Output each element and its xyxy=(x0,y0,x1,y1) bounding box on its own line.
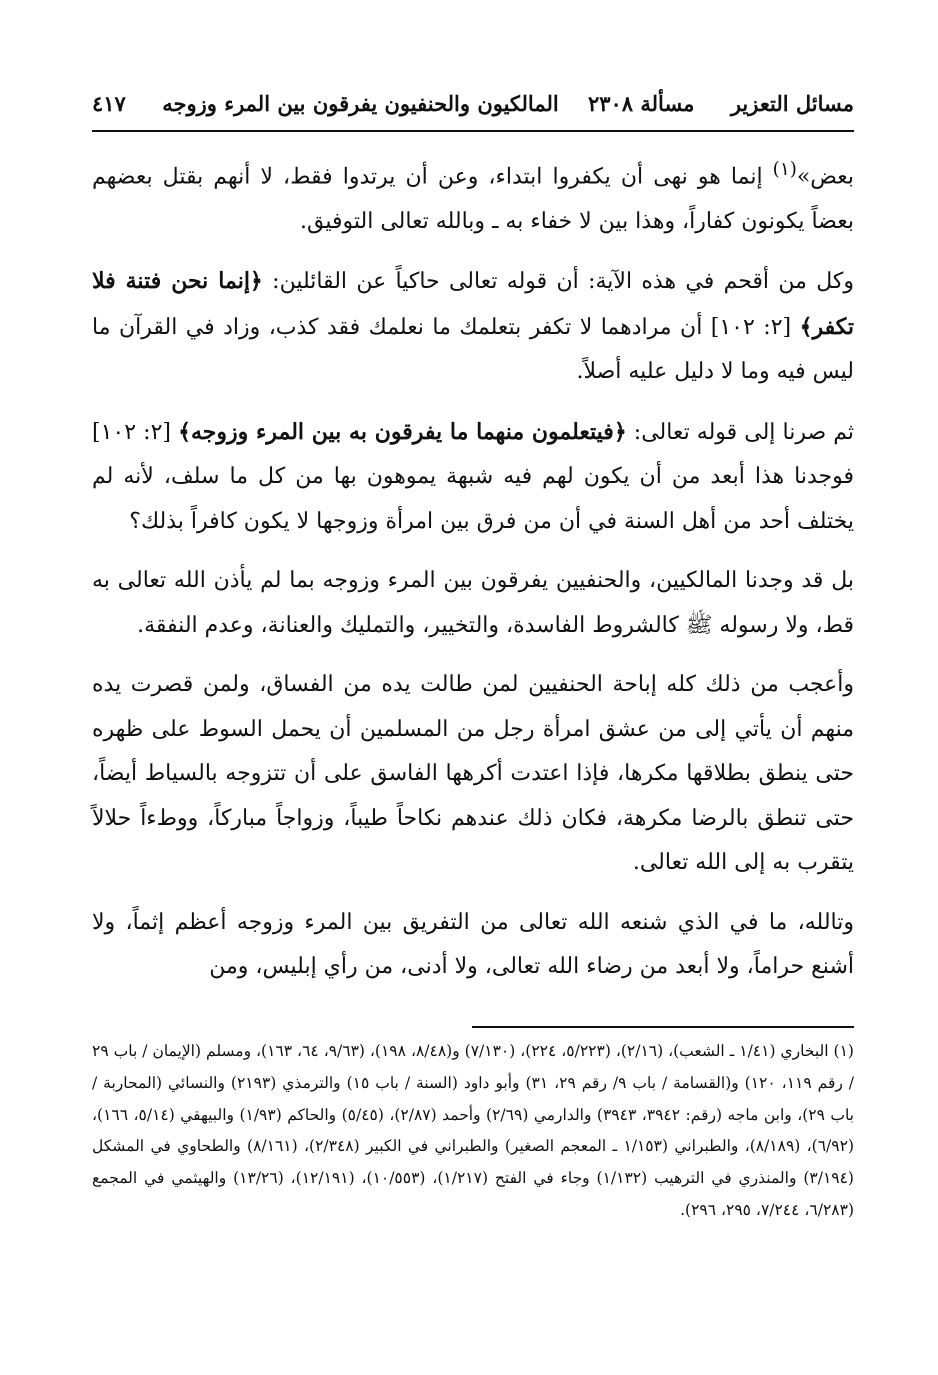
footnote-divider xyxy=(472,1026,854,1028)
header-section-title: مسائل التعزير xyxy=(730,90,854,116)
footnote-text: البخاري (١/٤١ ـ الشعب)، (٢/١٦)، (٥/٢٢٣، ٢٢٤)، (٧/١٣٠) و(٨/٤٨، ١٩٨)، (٩/٦٣، ٦٤، ١٦٣)، ومسلم (الإيمان / باب ٢٩ / رقم ١١٩، ١٢٠) و(القسامة / باب ٩/ رقم ٢٩، ٣١) وأبو داود (السنة / باب ١٥) والترمذي (٢١٩٣) والنسائي (المحاربة / باب ٢٩)، وابن ماجه (رقم: ٣٩٤٢، ٣٩٤٣) والدارمي (٢/٦٩) وأحمد (٢/٨٧)، (٥/٤٥) والحاكم (١/٩٣) والبيهقي (٥/١٤، ١٦٦)، (٦/٩٢)، (٨/١٨٩)، والطبراني (١/١٥٣ ـ المعجم الصغير) والطبراني في الكبير (٢/٣٤٨)، (٨/١٦١) والطحاوي في المشكل (٣/١٩٤) والمنذري في الترهيب (١/١٣٢) وجاء في الفتح (١/٢١٧)، (١٠/٥٥٣)، (١٢/١٩١)، (١٣/٢٦) والهيثمي في المجمع (٦/٢٨٣، ٧/٢٤٤، ٢٩٥، ٢٩٦). xyxy=(92,1042,855,1219)
main-text xyxy=(92,148,854,1005)
page-number: ٤١٧ xyxy=(92,90,126,116)
paragraph xyxy=(92,148,854,244)
paragraph-text: [٢: ١٠٢] فوجدنا هذا أبعد من أن يكون لهم فيه شبهة يموهون بها من كل ما سلف، لأنه لم يختلف أحد من أهل السنة في أن من فرق بين امرأة وزوجها لا يكون كافراً بذلك؟ xyxy=(92,419,854,534)
footnote-ref: (١) xyxy=(772,159,797,180)
header-issue-title xyxy=(162,91,694,116)
paragraph xyxy=(92,259,854,395)
header-chapter-title: المالكيون والحنفيون يفرقون بين المرء وزوجه xyxy=(162,90,559,116)
running-header xyxy=(92,80,854,126)
paragraph-text: وتالله، ما في الذي شنعه الله تعالى من التفريق بين المرء وزوجه أعظم إثماً، ولا أشنع حراماً، ولا أبعد من رضاء الله تعالى، ولا أدنى، من رأي إبليس، ومن xyxy=(92,909,854,980)
quran-quote: ﴿فيتعلمون منهما ما يفرقون به بين المرء وزوجه﴾ xyxy=(178,418,627,445)
footnote xyxy=(92,1036,854,1227)
paragraph-text: إنما هو نهى أن يكفروا ابتداء، وعن أن يرتدوا فقط، لا أنهم بقتل بعضهم بعضاً يكونون كفاراً، وهذا بين لا خفاء به ـ وبالله تعالى التوفيق. xyxy=(92,164,854,234)
paragraph-text: بل قد وجدنا المالكيين، والحنفيين يفرقون بين المرء وزوجه بما لم يأذن الله تعالى به قط، ولا رسوله ﷺ كالشروط الفاسدة، والتخيير، والتمليك والعنانة، وعدم النفقة. xyxy=(92,568,854,638)
header-issue-number: مسألة ٢٣٠٨ xyxy=(587,90,695,116)
paragraph xyxy=(92,559,854,648)
quran-quote: ﴿إنما نحن فتنة فلا تكفر﴾ xyxy=(92,268,854,340)
paragraph-lead: بعض» xyxy=(796,164,854,190)
header-divider xyxy=(92,130,854,132)
paragraph xyxy=(92,663,854,886)
footnote-number: (١) xyxy=(833,1042,854,1060)
paragraph-text: [٢: ١٠٢] أن مرادهما لا تكفر بتعلمك ما نعلمك فقد كذب، وزاد في القرآن ما ليس فيه وما لا دليل عليه أصلاً. xyxy=(92,314,854,385)
paragraph xyxy=(92,410,854,545)
paragraph-lead: ثم صرنا إلى قوله تعالى: xyxy=(626,419,855,445)
paragraph xyxy=(92,901,854,990)
paragraph-text: وأعجب من ذلك كله إباحة الحنفيين لمن طالت يده من الفساق، ولمن قصرت يده منهم أن يأتي إلى من عشق امرأة رجل من المسلمين أن يحمل السوط على ظهره حتى ينطق بطلاقها مكرها، فإذا اعتدت أكرهها الفاسق على أن تتزوجه بالسياط أيضاً، حتى تنطق بالرضا مكرهة، فكان ذلك عندهم نكاحاً طيباً، وزواجاً مباركاً، ووطءاً حلالاً يتقرب به إلى الله تعالى. xyxy=(92,672,854,876)
paragraph-lead: وكل من أقحم في هذه الآية: أن قوله تعالى حاكياً عن القائلين: xyxy=(262,269,854,295)
